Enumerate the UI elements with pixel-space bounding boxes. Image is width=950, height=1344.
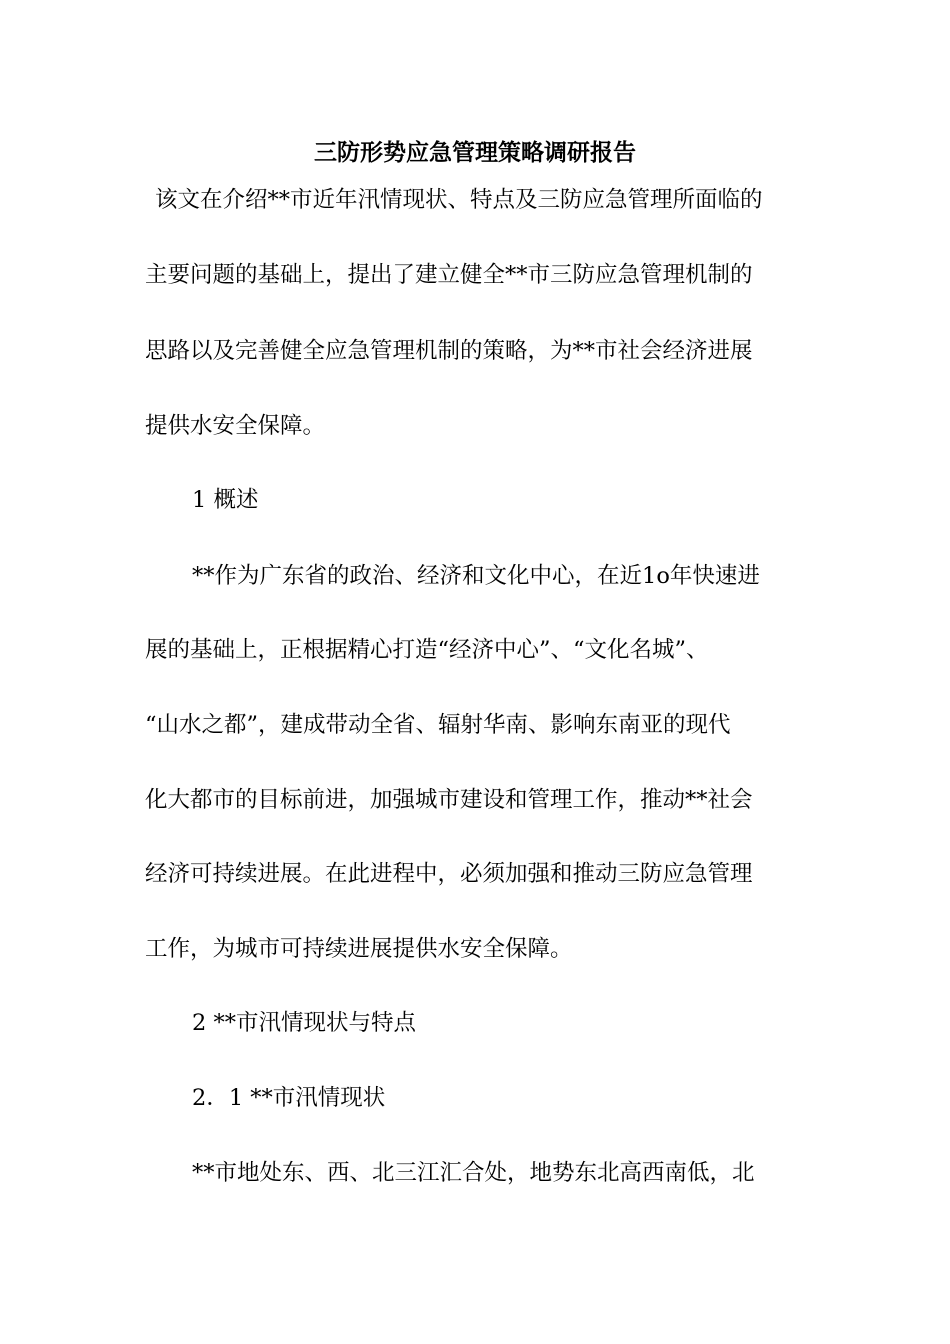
paragraph-line: 提供水安全保障。 — [145, 413, 326, 439]
paragraph-line: 工作，为城市可持续进展提供水安全保障。 — [145, 936, 573, 962]
paragraph-line: “山水之都”，建成带动全省、辐射华南、影响东南亚的现代 — [145, 712, 731, 738]
paragraph-line: 经济可持续进展。在此进程中，必须加强和推动三防应急管理 — [145, 861, 753, 887]
section-heading: 1 概述 — [192, 487, 259, 513]
paragraph-line: 化大都市的目标前进，加强城市建设和管理工作，推动**社会 — [145, 787, 753, 813]
paragraph-line: 该文在介绍**市近年汛情现状、特点及三防应急管理所面临的 — [155, 187, 763, 213]
subsection-heading: 2．1 **市汛情现状 — [192, 1085, 386, 1111]
paragraph-line: **作为广东省的政治、经济和文化中心，在近1o年快速进 — [192, 563, 760, 589]
paragraph-line: 展的基础上，正根据精心打造“经济中心”、“文化名城”、 — [145, 637, 709, 663]
document-title: 三防形势应急管理策略调研报告 — [314, 139, 636, 166]
paragraph-line: **市地处东、西、北三江汇合处，地势东北高西南低，北 — [192, 1160, 755, 1186]
section-heading: 2 **市汛情现状与特点 — [192, 1010, 416, 1036]
paragraph-line: 思路以及完善健全应急管理机制的策略，为**市社会经济进展 — [145, 338, 753, 364]
paragraph-line: 主要问题的基础上，提出了建立健全**市三防应急管理机制的 — [145, 262, 753, 288]
